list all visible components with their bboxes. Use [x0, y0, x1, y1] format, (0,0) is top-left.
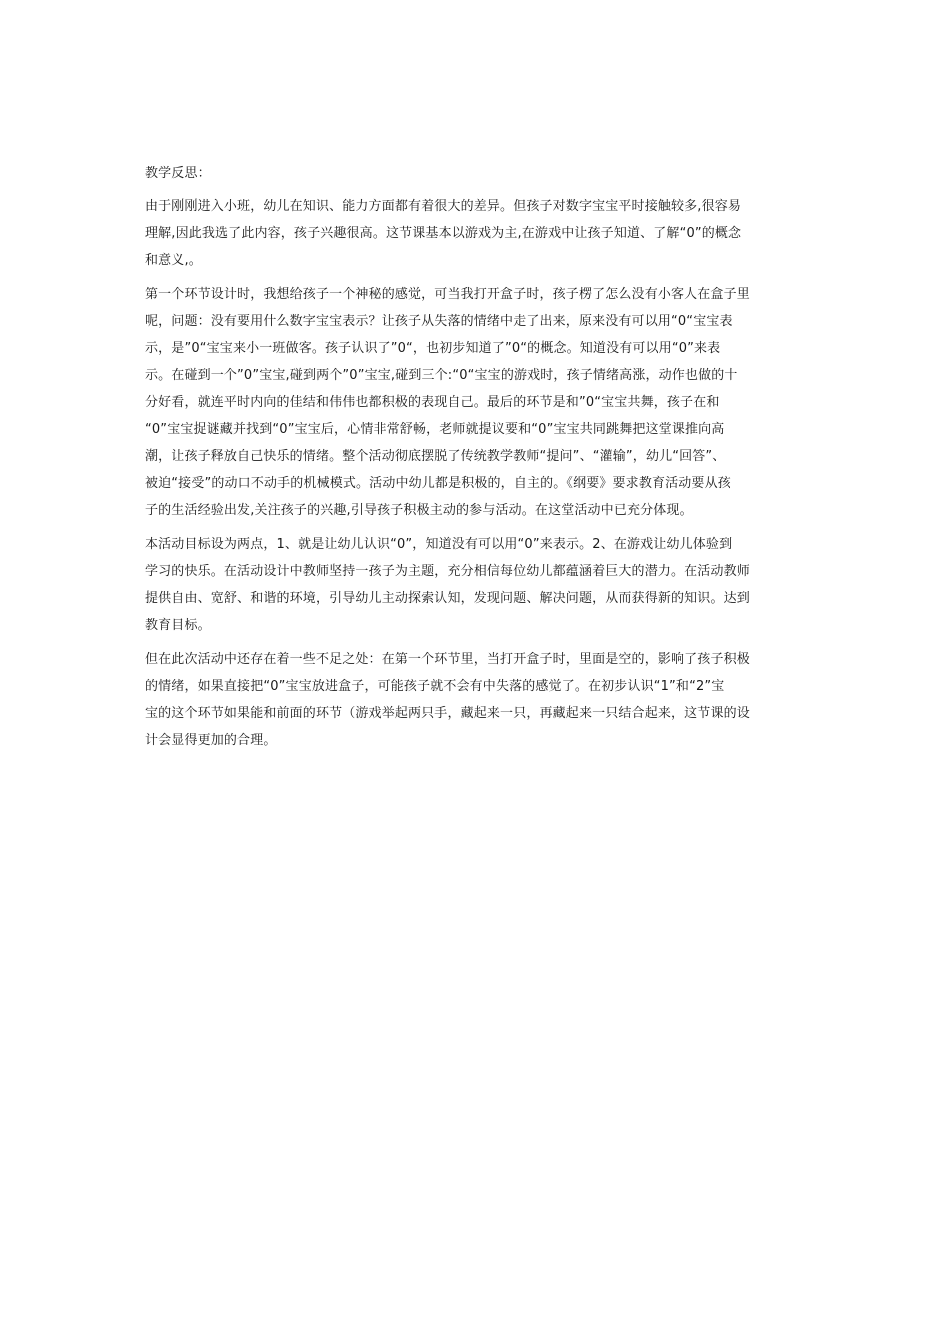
text-line: 分好看，就连平时内向的佳结和伟伟也都积极的表现自己。最后的环节是和”0“宝宝共舞，孩子在和 [145, 395, 720, 410]
paragraph-1 [145, 193, 815, 274]
text-line: 示。在碰到一个”0”宝宝,碰到两个”0”宝宝,碰到三个:“0“宝宝的游戏时，孩子情绪高涨，动作也做的十 [145, 368, 738, 383]
text-line: “0”宝宝捉谜藏并找到“0”宝宝后，心情非常舒畅，老师就提议要和“0”宝宝共同跳舞把这堂课推向高 [145, 422, 725, 437]
paragraph-2 [145, 281, 815, 524]
text-line: 理解,因此我选了此内容，孩子兴趣很高。这节课基本以游戏为主,在游戏中让孩子知道、了解“0”的概念 [145, 226, 742, 241]
text-line: 但在此次活动中还存在着一些不足之处：在第一个环节里，当打开盒子时，里面是空的，影响了孩子积极 [145, 652, 750, 667]
paragraph-4 [145, 646, 815, 754]
text-line: 被迫“接受”的动口不动手的机械模式。活动中幼儿都是积极的，自主的。《纲要》要求教育活动要从孩 [145, 476, 731, 491]
text-line: 宝的这个环节如果能和前面的环节（游戏举起两只手，藏起来一只，再藏起来一只结合起来，这节课的设 [145, 706, 750, 721]
text-line: 教育目标。 [145, 618, 211, 633]
text-line: 和意义,。 [145, 253, 202, 268]
paragraph-3 [145, 531, 815, 639]
text-line: 学习的快乐。在活动设计中教师坚持一孩子为主题，充分相信每位幼儿都蕴涵着巨大的潜力。在活动教师 [145, 564, 750, 579]
text-line: 提供自由、宽舒、和谐的环境，引导幼儿主动探索认知，发现问题、解决问题，从而获得新的知识。达到 [145, 591, 750, 606]
text-line: 由于刚刚进入小班，幼儿在知识、能力方面都有着很大的差异。但孩子对数字宝宝平时接触较多,很容易 [145, 199, 742, 214]
text-line: 的情绪，如果直接把“0”宝宝放进盒子，可能孩子就不会有中失落的感觉了。在初步认识“1”和“2”宝 [145, 679, 725, 694]
text-line: 潮，让孩子释放自己快乐的情绪。整个活动彻底摆脱了传统教学教师“提问”、“灌输”，幼儿“回答”、 [145, 449, 726, 464]
text-line: 本活动目标设为两点，1、就是让幼儿认识“0”，知道没有可以用“0”来表示。2、在游戏让幼儿体验到 [145, 537, 733, 552]
text-line: 第一个环节设计时，我想给孩子一个神秘的感觉，可当我打开盒子时，孩子楞了怎么没有小客人在盒子里 [145, 287, 750, 302]
text-line: 呢，问题：没有要用什么数字宝宝表示？让孩子从失落的情绪中走了出来，原来没有可以用“0“宝宝表 [145, 314, 733, 329]
text-line: 示，是”0“宝宝来小一班做客。孩子认识了”0“，也初步知道了”0“的概念。知道没有可以用“0”来表 [145, 341, 721, 356]
document-heading: 教学反思： [145, 166, 211, 181]
text-line: 子的生活经验出发,关注孩子的兴趣,引导孩子积极主动的参与活动。在这堂活动中已充分体现。 [145, 503, 693, 518]
text-line: 计会显得更加的合理。 [145, 733, 277, 748]
document-body [145, 160, 815, 754]
